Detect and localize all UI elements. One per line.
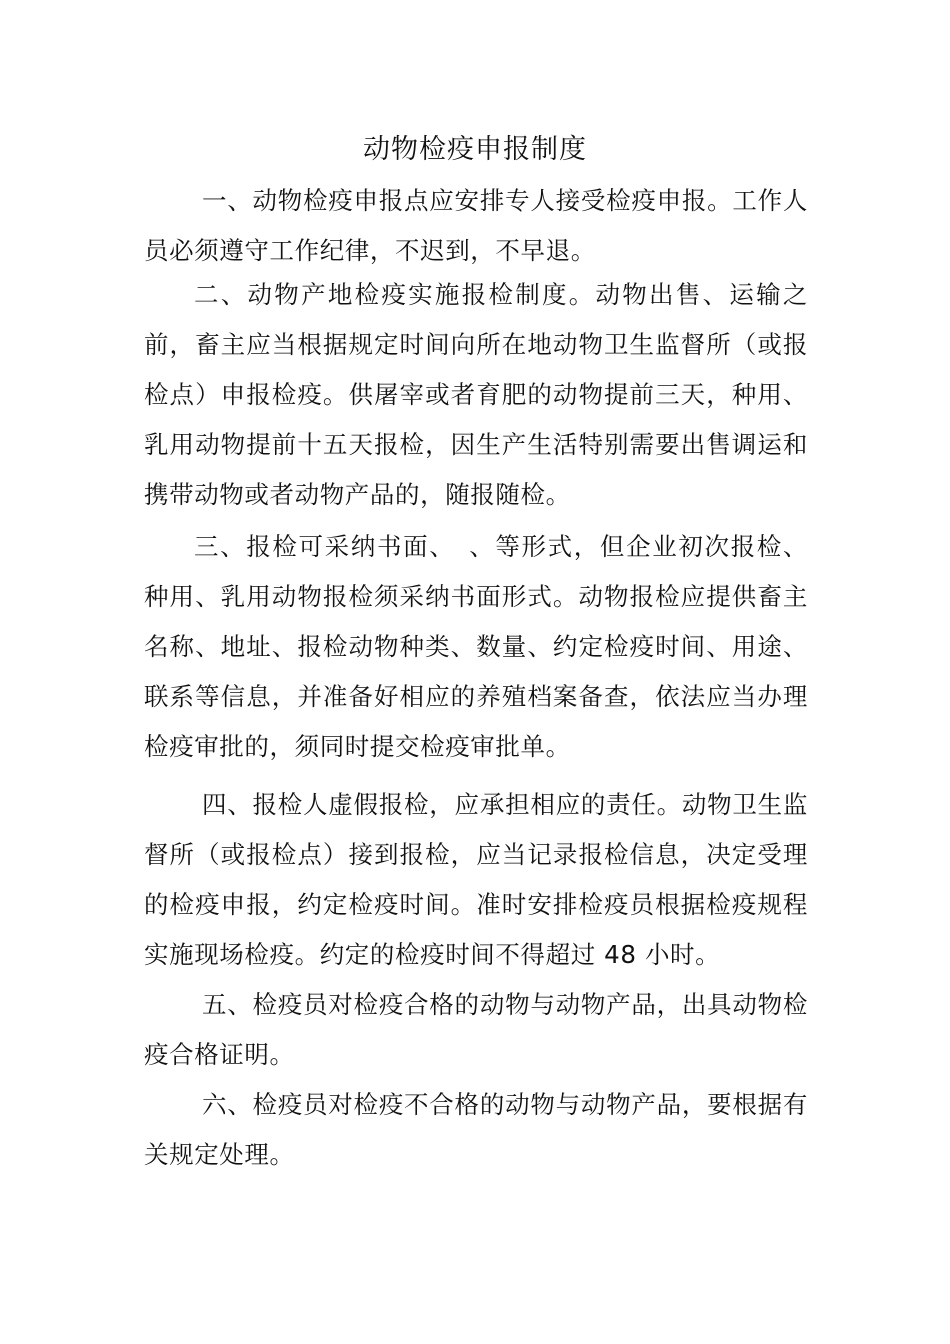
paragraph-4: 四、报检人虚假报检，应承担相应的责任。动物卫生监督所（或报检点）接到报检，应当记录报检信息，决定受理的检疫申报，约定检疫时间。准时安排检疫员根据检疫规程实施现场检疫。约定的检疫时间不得超过 48 小时。 <box>144 790 808 969</box>
paragraph-6: 六、检疫员对检疫不合格的动物与动物产品，要根据有关规定处理。 <box>144 1090 808 1169</box>
paragraph-3: 三、报检可采纳书面、 、等形式，但企业初次报检、种用、乳用动物报检须采纳书面形式。动物报检应提供畜主名称、地址、报检动物种类、数量、约定检疫时间、用途、联系等信息，并准备好相应的养殖档案备查，依法应当办理检疫审批的，须同时提交检疫审批单。 <box>144 532 808 761</box>
paragraph-1: 一、动物检疫申报点应安排专人接受检疫申报。工作人员必须遵守工作纪律，不迟到，不早退。 <box>144 186 808 265</box>
document-title: 动物检疫申报制度 <box>363 134 587 165</box>
paragraph-2: 二、动物产地检疫实施报检制度。动物出售、运输之前，畜主应当根据规定时间向所在地动物卫生监督所（或报检点）申报检疫。供屠宰或者育肥的动物提前三天，种用、乳用动物提前十五天报检，因生产生活特别需要出售调运和携带动物或者动物产品的，随报随检。 <box>144 280 808 509</box>
paragraph-5: 五、检疫员对检疫合格的动物与动物产品，出具动物检疫合格证明。 <box>144 990 808 1069</box>
